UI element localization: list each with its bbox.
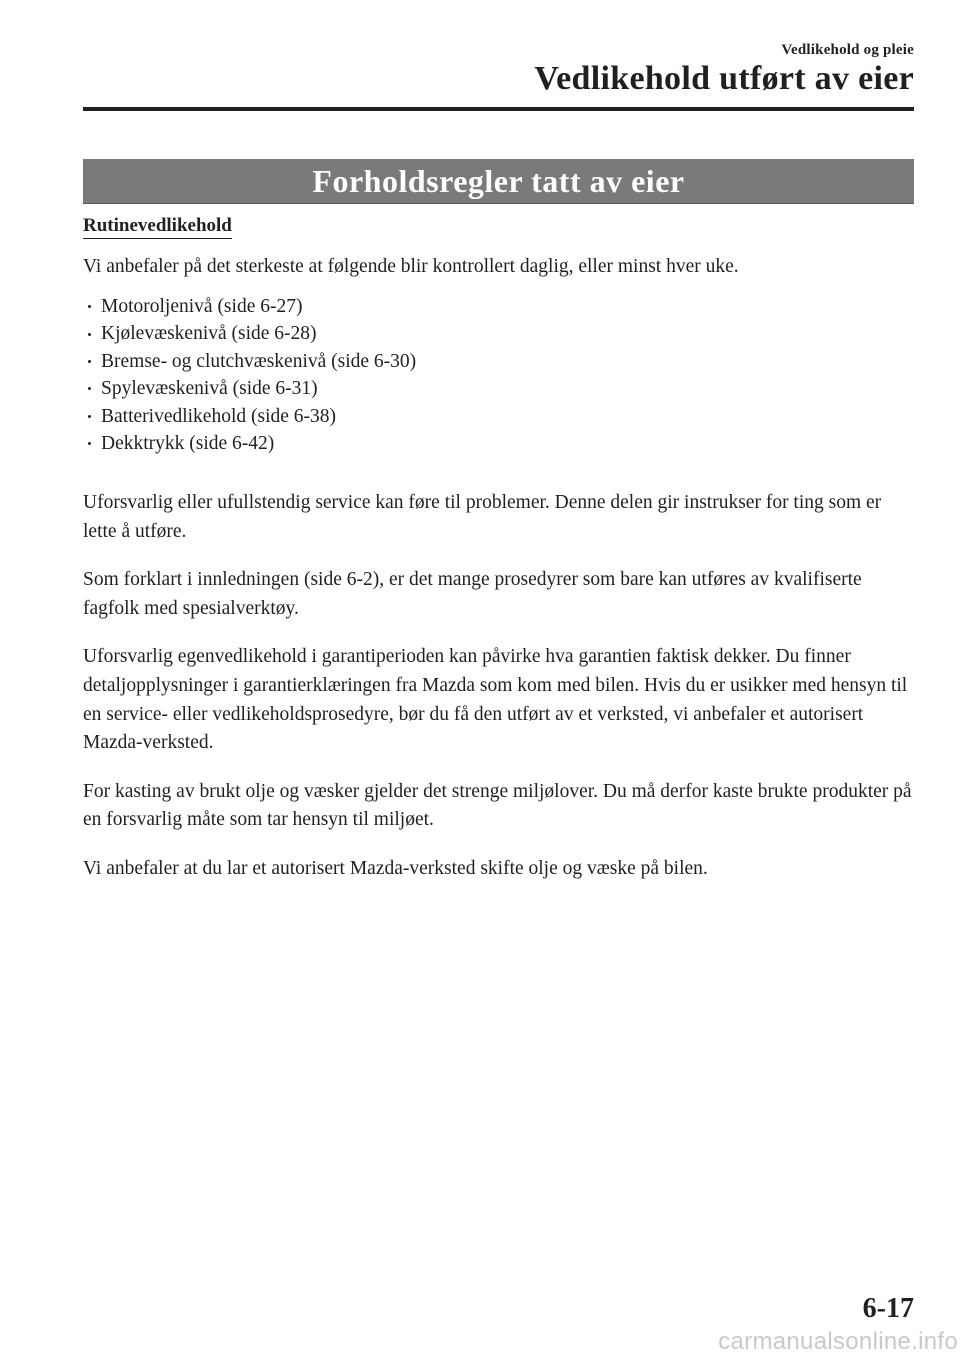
bullet-icon xyxy=(88,305,91,308)
bullet-icon xyxy=(88,387,91,390)
list-item-text: Kjølevæskenivå (side 6-28) xyxy=(101,323,317,345)
list-item-text: Batterivedlikehold (side 6-38) xyxy=(101,405,337,427)
paragraph: Som forklart i innledningen (side 6-2), er det mange prosedyrer som bare kan utføres av kvalifiserte fagfolk med spesialverktøy. xyxy=(83,569,862,619)
list-item-text: Bremse- og clutchvæskenivå (side 6-30) xyxy=(101,350,417,372)
bullet-icon xyxy=(88,442,91,445)
bullet-icon xyxy=(88,360,91,363)
list-item xyxy=(88,403,416,430)
watermark[interactable]: carmanualsonline.info xyxy=(718,1328,958,1355)
paragraph: Vi anbefaler at du lar et autorisert Mazda-verksted skifte olje og væske på bilen. xyxy=(83,857,708,879)
list-item xyxy=(88,375,416,402)
header-title: Vedlikehold utført av eier xyxy=(534,60,914,97)
list-item-text: Dekktrykk (side 6-42) xyxy=(101,432,275,454)
header-rule xyxy=(83,107,914,111)
section-title: Forholdsregler tatt av eier xyxy=(312,162,685,199)
list-item-text: Motoroljenivå (side 6-27) xyxy=(101,296,303,317)
list-item xyxy=(88,293,416,320)
bullet-icon xyxy=(88,415,91,418)
list-item xyxy=(88,348,416,375)
bullet-icon xyxy=(88,333,91,336)
checklist xyxy=(88,293,416,457)
subheading: Rutinevedlikehold xyxy=(83,215,232,239)
list-item-text: Spylevæskenivå (side 6-31) xyxy=(101,378,318,400)
body-text xyxy=(83,489,914,904)
paragraph: Uforsvarlig eller ufullstendig service kan føre til problemer. Denne delen gir instrukser for ting som er lette å utføre. xyxy=(83,492,882,542)
page-number: 6-17 xyxy=(862,1293,914,1324)
header-chapter: Vedlikehold og pleie xyxy=(781,42,914,58)
list-item xyxy=(88,430,416,457)
list-item xyxy=(88,320,416,347)
intro-text: Vi anbefaler på det sterkeste at følgende blir kontrollert daglig, eller minst hver uke. xyxy=(83,256,739,277)
paragraph: For kasting av brukt olje og væsker gjelder det strenge miljølover. Du må derfor kaste brukte produkter på en forsvarlig måte som tar hensyn til miljøet. xyxy=(83,780,912,831)
paragraph: Uforsvarlig egenvedlikehold i garantiperioden kan påvirke hva garantien faktisk dekker. Du finner detaljopplysninger i garantierklæringen fra Mazda som kom med bilen. Hvis du er usikker med hensyn til en service- eller vedlikeholdsprosedyre, bør du få den utført av et verksted, vi anbefaler et autorisert Mazda-verksted. xyxy=(83,646,908,754)
section-banner xyxy=(83,159,914,204)
